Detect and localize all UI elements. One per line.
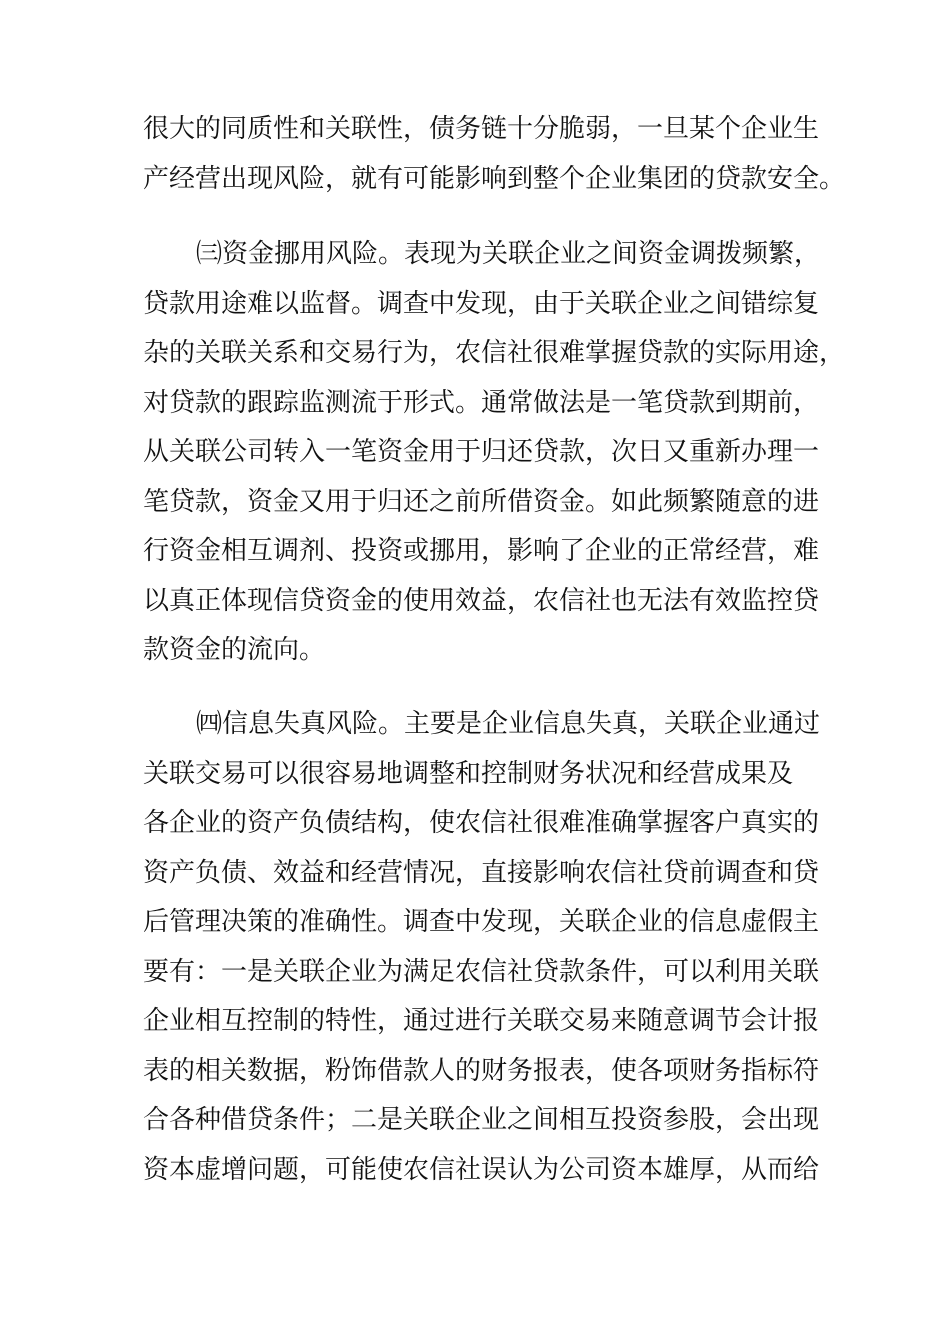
paragraph-3-line-5: 后管理决策的准确性。调查中发现，关联企业的信息虚假主 — [143, 907, 820, 937]
paragraph-3-line-3: 各企业的资产负债结构，使农信社很难准确掌握客户真实的 — [143, 808, 820, 838]
paragraph-3-line-9: 合各种借贷条件；二是关联企业之间相互投资参股，会出现 — [143, 1105, 820, 1135]
paragraph-3-line-4: 资产负债、效益和经营情况，直接影响农信社贷前调查和贷 — [143, 858, 820, 888]
paragraph-3-line-2: 关联交易可以很容易地调整和控制财务状况和经营成果及 — [143, 759, 794, 789]
paragraph-2-line-7: 行资金相互调剂、投资或挪用，影响了企业的正常经营，难 — [143, 536, 820, 566]
paragraph-2-line-5: 从关联公司转入一笔资金用于归还贷款，次日又重新办理一 — [143, 437, 820, 467]
paragraph-2-line-2: 贷款用途难以监督。调查中发现，由于关联企业之间错综复 — [143, 289, 820, 319]
paragraph-3-line-1: ㈣信息失真风险。主要是企业信息失真，关联企业通过 — [196, 709, 821, 739]
paragraph-2-line-3: 杂的关联关系和交易行为，农信社很难掌握贷款的实际用途， — [143, 338, 846, 368]
paragraph-3-line-10: 资本虚增问题，可能使农信社误认为公司资本雄厚，从而给 — [143, 1155, 820, 1185]
paragraph-3-line-6: 要有：一是关联企业为满足农信社贷款条件，可以利用关联 — [143, 957, 820, 987]
paragraph-2-line-8: 以真正体现信贷资金的使用效益，农信社也无法有效监控贷 — [143, 586, 820, 616]
paragraph-1-line-1: 很大的同质性和关联性，债务链十分脆弱，一旦某个企业生 — [143, 114, 820, 144]
paragraph-3-line-8: 表的相关数据，粉饰借款人的财务报表，使各项财务指标符 — [143, 1056, 820, 1086]
paragraph-2-line-6: 笔贷款，资金又用于归还之前所借资金。如此频繁随意的进 — [143, 487, 820, 517]
paragraph-1-line-2: 产经营出现风险，就有可能影响到整个企业集团的贷款安全。 — [143, 164, 846, 194]
paragraph-2-line-9: 款资金的流向。 — [143, 635, 326, 665]
paragraph-3-line-7: 企业相互控制的特性，通过进行关联交易来随意调节会计报 — [143, 1006, 820, 1036]
paragraph-2-line-1: ㈢资金挪用风险。表现为关联企业之间资金调拨频繁， — [196, 239, 821, 269]
paragraph-2-line-4: 对贷款的跟踪监测流于形式。通常做法是一笔贷款到期前， — [143, 388, 820, 418]
